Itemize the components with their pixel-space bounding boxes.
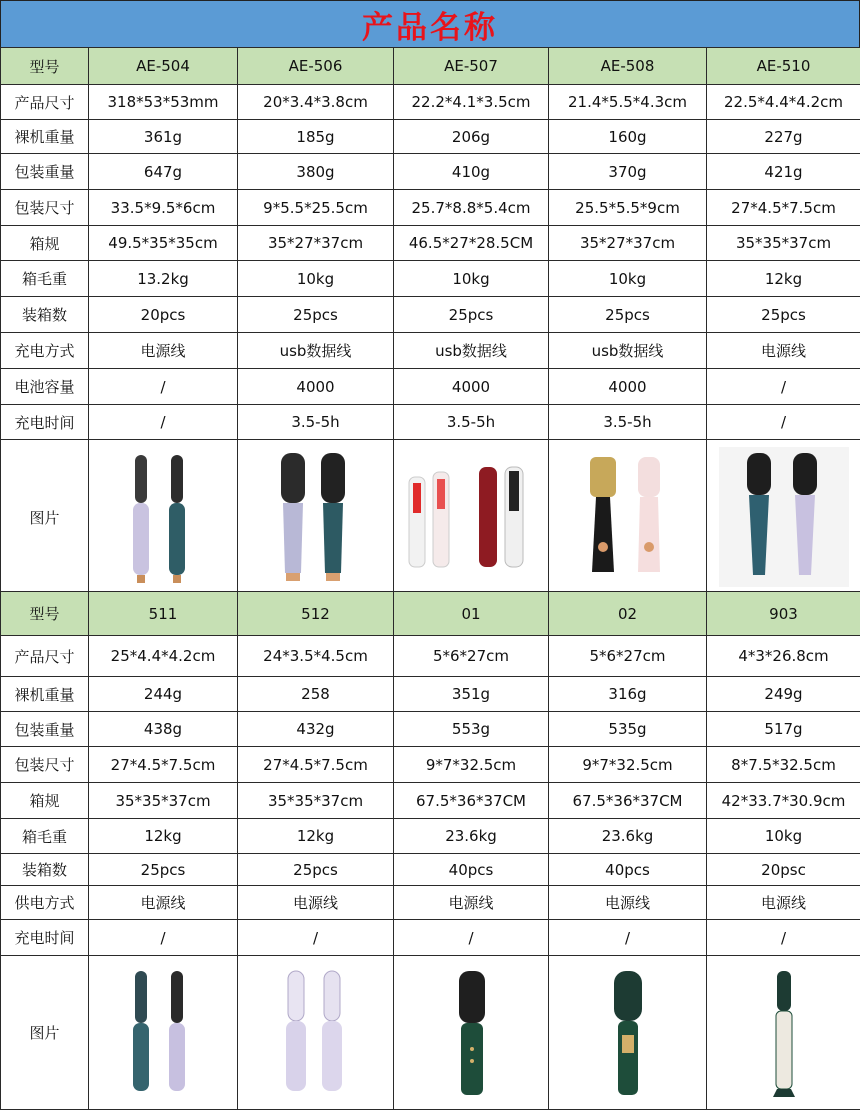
table-cell: 10kg [707,819,860,854]
flat-iron-icon [401,447,541,587]
table-cell: 249g [707,677,860,712]
product-image-512 [238,956,394,1110]
table-cell: 23.6kg [549,819,707,854]
table-cell: 25.7*8.8*5.4cm [394,190,549,226]
table-row [1,783,860,819]
table-cell: 67.5*36*37CM [394,783,549,819]
table-row [1,747,860,783]
table-cell: 23.6kg [394,819,549,854]
table-cell: 3.5-5h [238,405,394,440]
table-cell: 227g [707,120,860,154]
row-label-qty: 装箱数 [1,854,89,886]
table-row [1,369,860,405]
model-cell: 02 [549,592,707,636]
product-image-511 [89,956,238,1110]
table-cell: 电源线 [89,886,238,920]
table-cell: 25*4.4*4.2cm [89,636,238,677]
row-label-size: 产品尺寸 [1,636,89,677]
straightener-brush-icon [271,447,361,587]
table-row [1,226,860,261]
row-label-gross-weight: 箱毛重 [1,261,89,297]
table-cell: 24*3.5*4.5cm [238,636,394,677]
row-label-carton: 箱规 [1,783,89,819]
table-cell: 647g [89,154,238,190]
table-cell: 13.2kg [89,261,238,297]
table-cell: 27*4.5*7.5cm [89,747,238,783]
row-label-model: 型号 [1,592,89,636]
table-cell: 370g [549,154,707,190]
table-cell: 553g [394,712,549,747]
spec-table-2 [0,591,860,1110]
table-cell: 361g [89,120,238,154]
table-cell: 40pcs [394,854,549,886]
table-cell: 35*35*37cm [238,783,394,819]
table-row [1,886,860,920]
table-row [1,956,860,1110]
product-image-ae-506 [238,440,394,595]
table-cell: 25.5*5.5*9cm [549,190,707,226]
table-cell: 电源线 [707,333,860,369]
straightener-brush-icon [441,965,501,1100]
table-cell: 25pcs [238,854,394,886]
table-cell: 22.5*4.4*4.2cm [707,85,860,120]
row-label-pack-weight: 包装重量 [1,154,89,190]
row-label-battery: 电池容量 [1,369,89,405]
model-cell: AE-508 [549,48,707,85]
table-cell: 9*5.5*25.5cm [238,190,394,226]
table-cell: / [707,369,860,405]
table-cell: 49.5*35*35cm [89,226,238,261]
model-cell: 01 [394,592,549,636]
table-cell: / [89,405,238,440]
table-cell: 9*7*32.5cm [549,747,707,783]
table-cell: / [394,920,549,956]
row-label-carton: 箱规 [1,226,89,261]
table-cell: 25pcs [394,297,549,333]
table-cell: 517g [707,712,860,747]
table-cell: / [707,405,860,440]
table-cell: 12kg [89,819,238,854]
table-row [1,120,860,154]
table-cell: 5*6*27cm [394,636,549,677]
table-row [1,920,860,956]
table-cell: 3.5-5h [549,405,707,440]
table-cell: usb数据线 [549,333,707,369]
model-cell: AE-506 [238,48,394,85]
table-cell: 20psc [707,854,860,886]
table-cell: 电源线 [707,886,860,920]
table-cell: / [89,369,238,405]
table-cell: 351g [394,677,549,712]
table-cell: 4*3*26.8cm [707,636,860,677]
table-cell: 160g [549,120,707,154]
table-cell: 3.5-5h [394,405,549,440]
straightener-brush-icon [719,447,849,587]
table-cell: 12kg [238,819,394,854]
table-cell: 25pcs [707,297,860,333]
table-cell: 4000 [394,369,549,405]
product-image-ae-504 [89,440,238,595]
table-cell: 12kg [707,261,860,297]
product-image-ae-507 [394,440,549,595]
row-label-charge-time: 充电时间 [1,405,89,440]
page-title: 产品名称 [362,9,498,46]
row-label-gross-weight: 箱毛重 [1,819,89,854]
table-cell: 33.5*9.5*6cm [89,190,238,226]
row-label-power: 供电方式 [1,886,89,920]
product-image-ae-508 [549,440,707,595]
table-cell: 10kg [238,261,394,297]
product-image-01 [394,956,549,1110]
table-cell: 电源线 [89,333,238,369]
table-cell: 206g [394,120,549,154]
table-cell: 27*4.5*7.5cm [707,190,860,226]
table-cell: 318*53*53mm [89,85,238,120]
row-label-size: 产品尺寸 [1,85,89,120]
row-label-charge: 充电方式 [1,333,89,369]
curling-iron-icon [578,447,678,587]
table-cell: 25pcs [89,854,238,886]
table-cell: 40pcs [549,854,707,886]
table-row [1,48,860,85]
table-cell: 22.2*4.1*3.5cm [394,85,549,120]
model-cell: 511 [89,592,238,636]
table-cell: 316g [549,677,707,712]
model-cell: AE-504 [89,48,238,85]
row-label-image: 图片 [1,440,89,595]
table-cell: 35*27*37cm [549,226,707,261]
model-cell: 903 [707,592,860,636]
table-cell: 35*27*37cm [238,226,394,261]
table-row [1,636,860,677]
row-label-net-weight: 裸机重量 [1,120,89,154]
spec-table-1 [0,47,860,595]
table-row [1,333,860,369]
table-cell: 46.5*27*28.5CM [394,226,549,261]
model-cell: AE-507 [394,48,549,85]
table-cell: 10kg [549,261,707,297]
straightener-brush-icon [276,965,356,1100]
table-cell: usb数据线 [394,333,549,369]
curling-brush-icon [123,447,203,587]
table-cell: 67.5*36*37CM [549,783,707,819]
table-cell: 42*33.7*30.9cm [707,783,860,819]
row-label-qty: 装箱数 [1,297,89,333]
row-label-charge-time: 充电时间 [1,920,89,956]
model-cell: 512 [238,592,394,636]
table-cell: 25pcs [238,297,394,333]
product-image-903 [707,956,860,1110]
table-cell: 25pcs [549,297,707,333]
table-cell: 258 [238,677,394,712]
table-cell: 35*35*37cm [707,226,860,261]
table-cell: 380g [238,154,394,190]
table-cell: 4000 [238,369,394,405]
row-label-pack-size: 包装尺寸 [1,747,89,783]
curling-brush-icon [123,965,203,1100]
table-cell: 410g [394,154,549,190]
row-label-image: 图片 [1,956,89,1110]
table-row [1,190,860,226]
table-cell: 438g [89,712,238,747]
straightener-brush-icon [759,965,809,1100]
table-row [1,592,860,636]
table-cell: 4000 [549,369,707,405]
table-cell: 21.4*5.5*4.3cm [549,85,707,120]
product-image-02 [549,956,707,1110]
table-cell: 电源线 [238,886,394,920]
table-cell: / [707,920,860,956]
table-row [1,405,860,440]
straightener-brush-icon [598,965,658,1100]
table-row [1,854,860,886]
table-row [1,712,860,747]
table-cell: 535g [549,712,707,747]
row-label-pack-weight: 包装重量 [1,712,89,747]
title-bar [0,0,860,48]
table-cell: 244g [89,677,238,712]
table-cell: 10kg [394,261,549,297]
table-cell: / [89,920,238,956]
table-cell: 421g [707,154,860,190]
table-cell: 9*7*32.5cm [394,747,549,783]
table-cell: 电源线 [549,886,707,920]
table-cell: 35*35*37cm [89,783,238,819]
table-row [1,261,860,297]
table-cell: 432g [238,712,394,747]
table-row [1,297,860,333]
table-row [1,154,860,190]
row-label-model: 型号 [1,48,89,85]
product-image-ae-510 [707,440,860,595]
row-label-net-weight: 裸机重量 [1,677,89,712]
table-row [1,819,860,854]
table-cell: 电源线 [394,886,549,920]
table-cell: / [549,920,707,956]
table-cell: 185g [238,120,394,154]
table-cell: 5*6*27cm [549,636,707,677]
table-row [1,85,860,120]
table-cell: 27*4.5*7.5cm [238,747,394,783]
row-label-pack-size: 包装尺寸 [1,190,89,226]
table-cell: / [238,920,394,956]
table-cell: 20*3.4*3.8cm [238,85,394,120]
table-row [1,440,860,595]
table-cell: usb数据线 [238,333,394,369]
table-cell: 20pcs [89,297,238,333]
model-cell: AE-510 [707,48,860,85]
table-cell: 8*7.5*32.5cm [707,747,860,783]
table-row [1,677,860,712]
